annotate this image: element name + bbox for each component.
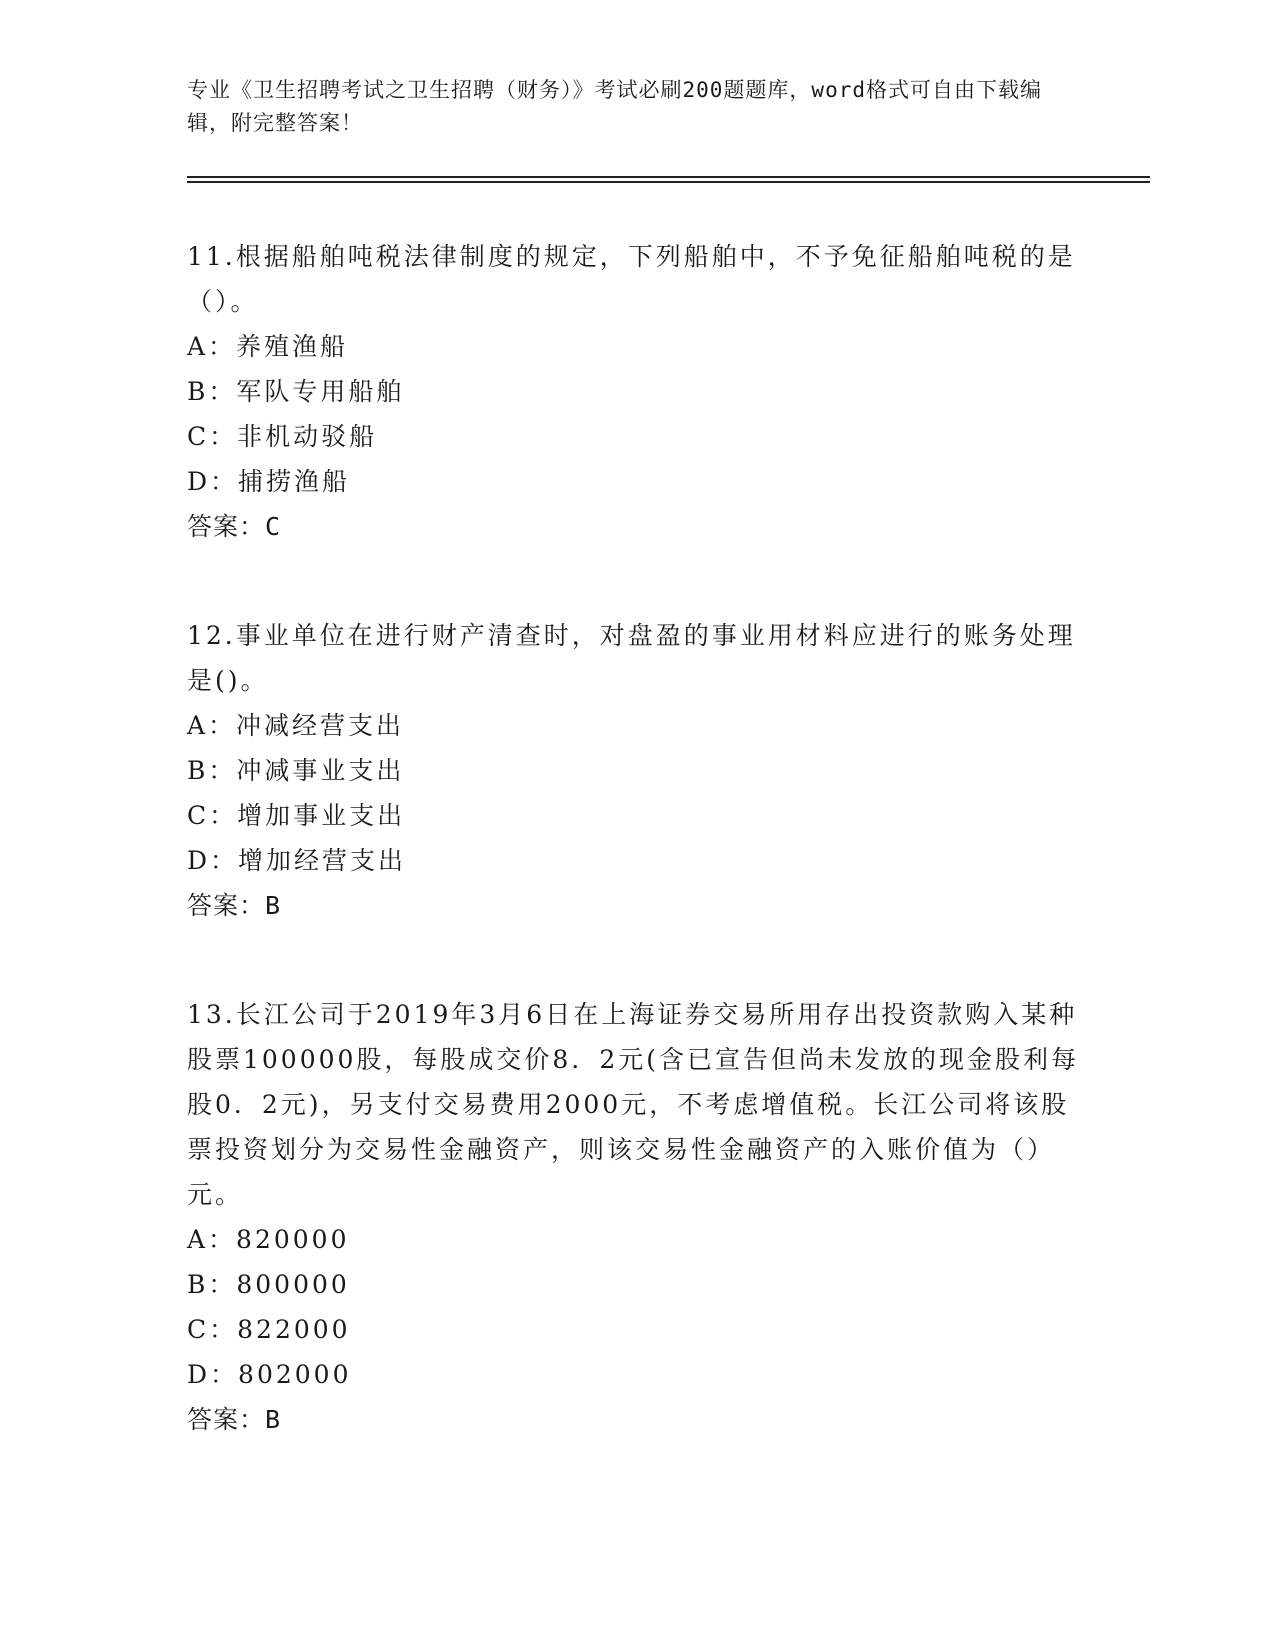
option-a: A：养殖渔船 bbox=[187, 332, 349, 361]
option-a: A：冲减经营支出 bbox=[187, 711, 405, 740]
option-c: C：822000 bbox=[187, 1315, 351, 1344]
option-b: B：冲减事业支出 bbox=[187, 756, 405, 785]
question-stem: 11.根据船舶吨税法律制度的规定，下列船舶中，不予免征船舶吨税的是（）。 bbox=[187, 242, 1076, 316]
option-a: A：820000 bbox=[187, 1225, 350, 1254]
option-d: D：802000 bbox=[187, 1360, 352, 1389]
question-11 bbox=[187, 234, 1087, 549]
option-b: B：军队专用船舶 bbox=[187, 377, 405, 406]
answer: 答案：B bbox=[187, 1405, 282, 1434]
option-d: D：捕捞渔船 bbox=[187, 467, 351, 496]
option-d: D：增加经营支出 bbox=[187, 846, 407, 875]
question-12 bbox=[187, 613, 1087, 928]
answer: 答案：C bbox=[187, 512, 282, 541]
question-13 bbox=[187, 992, 1087, 1442]
header-divider-bottom bbox=[187, 181, 1150, 183]
question-spacer bbox=[187, 928, 1087, 992]
header-divider-top bbox=[187, 176, 1150, 178]
document-header: 专业《卫生招聘考试之卫生招聘（财务）》考试必刷200题题库，word格式可自由下载编辑，附完整答案！ bbox=[187, 78, 1042, 135]
answer: 答案：B bbox=[187, 891, 282, 920]
question-list bbox=[187, 234, 1087, 1442]
question-spacer bbox=[187, 549, 1087, 613]
question-stem: 13.长江公司于2019年3月6日在上海证券交易所用存出投资款购入某种股票100000股，每股成交价8．2元(含已宣告但尚未发放的现金股利每股0．2元)，另支付交易费用2000元，不考虑增值税。长江公司将该股票投资划分为交易性金融资产，则该交易性金融资产的入账价值为（）元。 bbox=[187, 1000, 1080, 1209]
option-c: C：增加事业支出 bbox=[187, 801, 406, 830]
option-b: B：800000 bbox=[187, 1270, 350, 1299]
option-c: C：非机动驳船 bbox=[187, 422, 378, 451]
question-stem: 12.事业单位在进行财产清查时，对盘盈的事业用材料应进行的账务处理是()。 bbox=[187, 621, 1076, 695]
